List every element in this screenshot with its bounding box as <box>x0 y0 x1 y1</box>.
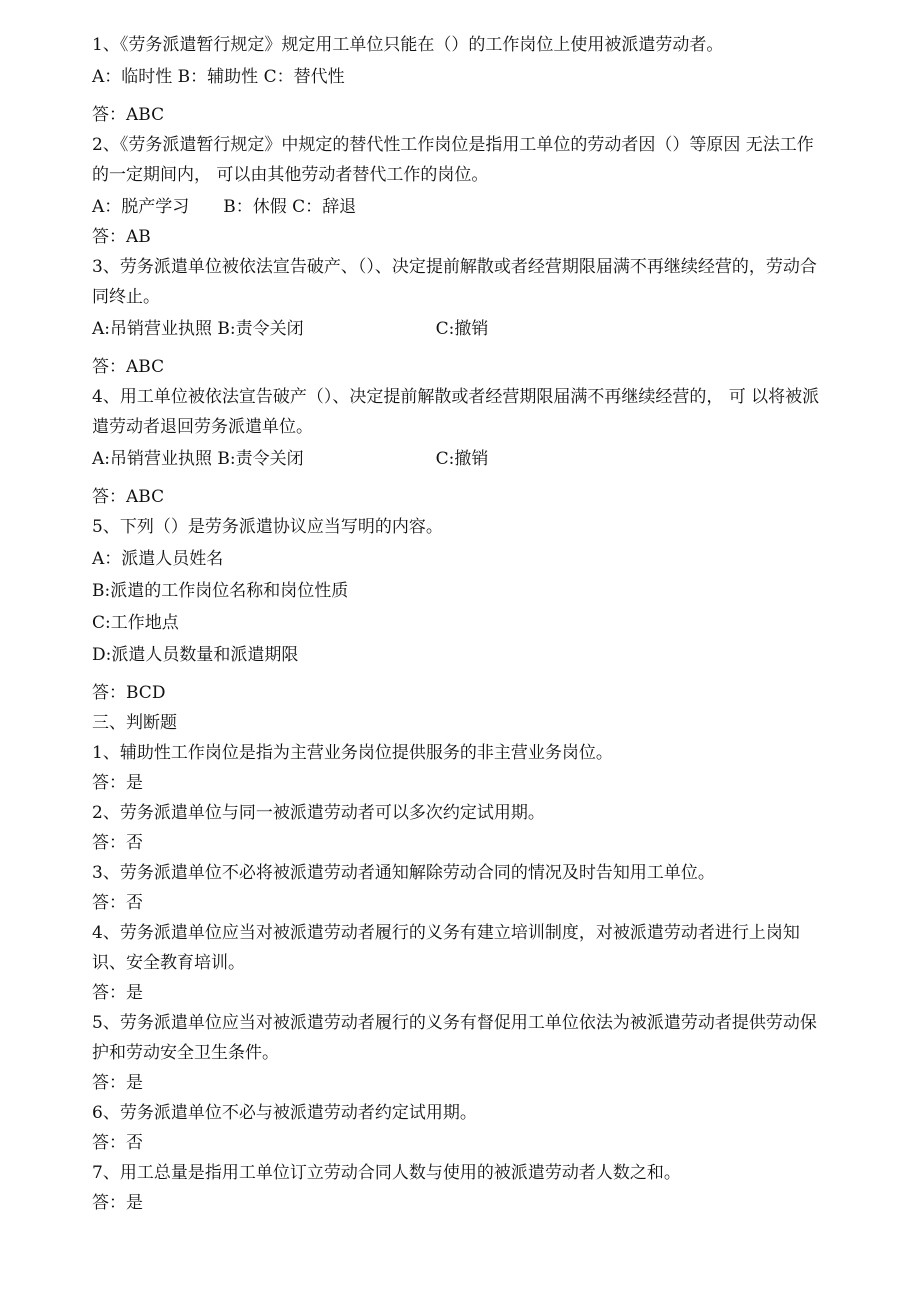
options-line <box>92 192 828 222</box>
option-text: A：脱产学习 <box>92 197 190 217</box>
option-text: A：派遣人员姓名 <box>92 549 224 569</box>
question-text: 4、劳务派遣单位应当对被派遣劳动者履行的义务有建立培训制度，对被派遣劳动者进行上岗知识、安全教育培训。 <box>92 923 800 973</box>
question-text: 3、劳务派遣单位被依法宣告破产、（）、决定提前解散或者经营期限届满不再继续经营的，劳动合同终止。 <box>92 257 817 307</box>
option-text: B:派遣的工作岗位名称和岗位性质 <box>92 581 349 601</box>
option-text: C:撤销 <box>435 449 489 469</box>
question-text: 2、《劳务派遣暂行规定》中规定的替代性工作岗位是指用工单位的劳动者因（）等原因 无法工作的一定期间内， 可以由其他劳动者替代工作的岗位。 <box>92 135 814 185</box>
answer-text: 答：BCD <box>92 683 166 703</box>
answer-text: 答：是 <box>92 1193 143 1213</box>
question-text: 7、用工总量是指用工单位订立劳动合同人数与使用的被派遣劳动者人数之和。 <box>92 1163 681 1183</box>
question-text: 1、《劳务派遣暂行规定》规定用工单位只能在（）的工作岗位上使用被派遣劳动者。 <box>92 35 724 55</box>
answer-text: 答：是 <box>92 983 143 1003</box>
question-text: 4、用工单位被依法宣告破产（）、决定提前解散或者经营期限届满不再继续经营的， 可 以将被派遣劳动者退回劳务派遣单位。 <box>92 387 820 437</box>
answer-text: 答：ABC <box>92 357 165 377</box>
answer-text: 答：ABC <box>92 105 165 125</box>
section-heading: 三、判断题 <box>92 713 177 733</box>
option-text: B：休假 C：辞退 <box>223 197 357 217</box>
options-line <box>92 444 828 474</box>
option-text: A:吊销营业执照 B:责令关闭 <box>92 449 304 469</box>
answer-text: 答：否 <box>92 893 143 913</box>
answer-text: 答：是 <box>92 773 143 793</box>
question-text: 5、劳务派遣单位应当对被派遣劳动者履行的义务有督促用工单位依法为被派遣劳动者提供劳动保护和劳动安全卫生条件。 <box>92 1013 817 1063</box>
question-text: 3、劳务派遣单位不必将被派遣劳动者通知解除劳动合同的情况及时告知用工单位。 <box>92 863 715 883</box>
answer-text: 答：AB <box>92 227 151 247</box>
answer-text: 答：ABC <box>92 487 165 507</box>
option-text: D:派遣人员数量和派遣期限 <box>92 645 299 665</box>
question-text: 2、劳务派遣单位与同一被派遣劳动者可以多次约定试用期。 <box>92 803 545 823</box>
answer-text: 答：否 <box>92 1133 143 1153</box>
option-text: C:撤销 <box>435 319 489 339</box>
answer-text: 答：否 <box>92 833 143 853</box>
options-line: A：临时性 B：辅助性 C：替代性 <box>92 67 345 87</box>
answer-text: 答：是 <box>92 1073 143 1093</box>
options-line <box>92 314 828 344</box>
option-text: A:吊销营业执照 B:责令关闭 <box>92 319 304 339</box>
question-text: 1、辅助性工作岗位是指为主营业务岗位提供服务的非主营业务岗位。 <box>92 743 613 763</box>
question-text: 5、下列（）是劳务派遣协议应当写明的内容。 <box>92 517 443 537</box>
option-text: C:工作地点 <box>92 613 179 633</box>
question-text: 6、劳务派遣单位不必与被派遣劳动者约定试用期。 <box>92 1103 477 1123</box>
